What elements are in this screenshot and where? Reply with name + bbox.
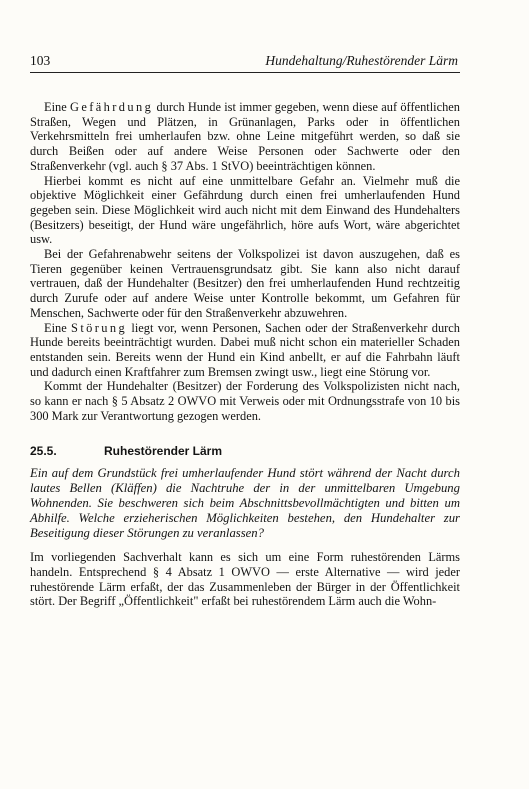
paragraph-text: liegt vor, wenn Personen, Sachen oder der Straßenverkehr durch Hunde bereits beeinträchtigt wurden. Dabei muß nicht schon ein materieller Schaden entstanden sein. Bereits wenn der Hund ein Kind anbellt, er auf die Fahrbahn läuft und dadurch einen Kraftfahrer zum Bremsen zwingt usw., liegt eine Störung vor. <box>30 320 460 379</box>
paragraph-lead: Eine <box>44 320 72 335</box>
emphasized-term: Störung <box>71 320 128 335</box>
paragraph-answer: Im vorliegenden Sachverhalt kann es sich um eine Form ruhestörenden Lärms handeln. Entsprechend § 4 Absatz 1 OWVO — erste Alternative — wird jeder ruhestörende Lärm erfaßt, der das Zusammenleben der Bürger in der Öffentlichkeit stört. Der Begriff „Öffentlichkeit" erfaßt bei ruhestörendem Lärm auch die Wohn- <box>30 550 460 609</box>
section-number: 25.5. <box>30 444 57 459</box>
case-description: Ein auf dem Grundstück frei umherlaufender Hund stört während der Nacht durch lautes Bellen (Kläffen) die Nachtruhe der in der unmittelbaren Umgebung Wohnenden. Sie beschweren sich beim Abschnittsbevollmächtigten und bitten um Abhilfe. Welche erzieherischen Möglichkeiten bestehen, den Hundehalter zur Beseitigung dieser Störungen zu veranlassen? <box>30 466 460 541</box>
paragraph-stoerung <box>30 321 460 380</box>
emphasized-term: Gefährdung <box>69 100 154 114</box>
section-heading <box>30 444 460 459</box>
body-text <box>30 100 460 609</box>
paragraph-gefaehrdung <box>30 100 460 174</box>
paragraph-ordnungsstrafe: Kommt der Hundehalter (Besitzer) der Forderung des Volkspolizisten nicht nach, so kann er nach § 5 Absatz 2 OWVO mit Verweis oder mit Ordnungsstrafe von 10 bis 300 Mark zur Verantwortung gezogen werden. <box>30 379 460 423</box>
page-number: 103 <box>30 53 51 68</box>
paragraph-gefahrenabwehr: Bei der Gefahrenabwehr seitens der Volkspolizei ist davon auszugehen, daß es Tieren gegenüber keinen Vertrauensgrundsatz gibt. Sie kann also nicht darauf vertrauen, daß der Hundehalter (Besitzer) den frei umherlaufenden Hund rechtzeitig durch Zurufe oder auf andere Weise unter Kontrolle bekommt, um Gefahren für Menschen, Sachwerte oder für den Straßenverkehr abzuwehren. <box>30 247 460 320</box>
page-header <box>30 53 458 69</box>
paragraph-lead: Eine <box>44 100 70 114</box>
section-title: Ruhestörender Lärm <box>104 444 223 459</box>
running-title: Hundehaltung/Ruhestörender Lärm <box>265 53 458 68</box>
paragraph-unmittelbare-gefahr: Hierbei kommt es nicht auf eine unmittelbare Gefahr an. Vielmehr muß die objektive Möglichkeit einer Gefährdung durch einen frei umherlaufenden Hund gegeben sein. Diese Möglichkeit wird auch nicht mit dem Einwand des Hundehalters (Besitzers) beseitigt, der Hund wäre ungefährlich, höre aufs Wort, wäre abgerichtet usw. <box>30 173 460 247</box>
spacer <box>30 541 460 550</box>
header-rule <box>30 72 460 73</box>
paragraph-text: durch Hunde ist immer gegeben, wenn diese auf öffentlichen Straßen, Wegen und Plätzen, in Grünanlagen, Parks oder in öffentlichen Verkehrsmitteln frei umherlaufen bzw. ohne Leine mitgeführt werden, so daß sie durch Beißen oder auf andere Weise Personen oder Sachwerte oder den Straßenverkehr (vgl. auch § 37 Abs. 1 StVO) beeinträchtigen können. <box>30 100 460 173</box>
